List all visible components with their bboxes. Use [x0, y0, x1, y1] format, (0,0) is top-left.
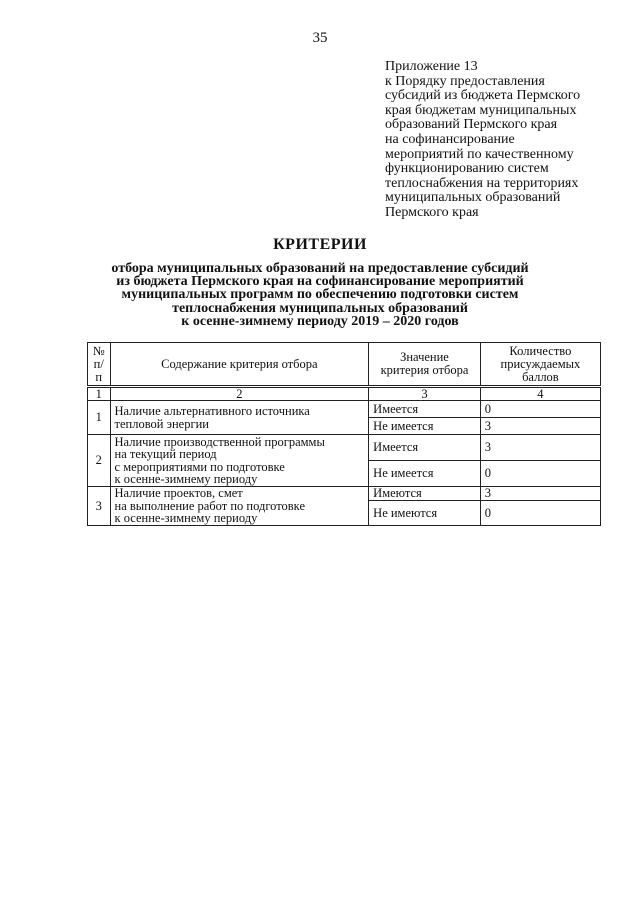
appendix-line: муниципальных образований — [385, 190, 561, 206]
criterion-points: 3 — [480, 435, 600, 461]
criterion-points: 0 — [480, 461, 600, 487]
page-number: 35 — [312, 30, 328, 46]
header-points-line: Количество — [509, 343, 572, 358]
row-num: 3 — [88, 487, 111, 526]
appendix-line: Пермского края — [385, 204, 479, 220]
appendix-line: мероприятий по качественному — [385, 146, 574, 162]
criterion-points: 3 — [480, 487, 600, 501]
table-header-row — [88, 343, 601, 387]
column-number: 1 — [88, 387, 111, 401]
criterion-line: на текущий период — [114, 447, 217, 461]
subtitle-line: теплоснабжения муниципальных образований — [172, 300, 468, 316]
header-points-line: присуждаемых — [500, 356, 581, 371]
appendix-line: к Порядку предоставления — [385, 73, 545, 89]
criterion-value: Не имеется — [369, 418, 481, 435]
appendix-line: функционированию систем — [385, 161, 549, 177]
table-row — [88, 487, 601, 501]
header-num — [88, 343, 111, 387]
header-num-line: № — [92, 343, 105, 358]
appendix-line: Приложение 13 — [385, 59, 478, 74]
criterion-text — [110, 487, 369, 526]
row-num: 2 — [88, 435, 111, 487]
criterion-value: Имеется — [369, 435, 481, 461]
appendix-header — [385, 60, 625, 221]
criterion-value: Имеются — [369, 487, 481, 501]
criterion-line: Наличие проектов, смет — [114, 486, 243, 501]
criteria-table — [87, 342, 601, 526]
criterion-line: тепловой энергии — [114, 416, 209, 431]
header-value-line: критерия отбора — [380, 363, 469, 377]
column-number: 2 — [110, 387, 369, 401]
column-number-row — [88, 387, 601, 401]
criterion-line: Наличие производственной программы — [114, 434, 325, 449]
document-title: КРИТЕРИИ — [273, 236, 367, 253]
table-row — [88, 401, 601, 418]
document-subtitle — [0, 262, 640, 328]
criterion-line: к осенне-зимнему периоду — [114, 511, 258, 526]
header-points — [480, 343, 600, 387]
appendix-line: края бюджетам муниципальных — [385, 102, 577, 118]
criterion-line: на выполнение работ по подготовке — [114, 498, 305, 513]
column-number: 3 — [369, 387, 481, 401]
appendix-line: субсидий из бюджета Пермского — [385, 88, 581, 104]
criterion-points: 3 — [480, 418, 600, 435]
criterion-points: 0 — [480, 401, 600, 418]
header-points-line: баллов — [522, 369, 559, 384]
criterion-line: Наличие альтернативного источника — [114, 404, 310, 418]
subtitle-line: из бюджета Пермского края на софинансирование мероприятий — [116, 274, 524, 290]
criterion-value: Не имеется — [369, 461, 481, 487]
criterion-value: Не имеются — [369, 501, 481, 526]
subtitle-line: к осенне-зимнему периоду 2019 – 2020 годов — [181, 313, 459, 329]
criterion-points: 0 — [480, 501, 600, 526]
header-criterion: Содержание критерия отбора — [110, 343, 369, 387]
column-number: 4 — [480, 387, 600, 401]
subtitle-line: отбора муниципальных образований на предоставление субсидий — [111, 261, 529, 276]
criterion-text — [110, 401, 369, 435]
criterion-text — [110, 435, 369, 487]
criterion-value: Имеется — [369, 401, 481, 418]
appendix-line: теплоснабжения на территориях — [385, 175, 579, 191]
appendix-line: образований Пермского края — [385, 117, 558, 133]
header-value-line: Значение — [400, 350, 449, 364]
header-value — [369, 343, 481, 387]
appendix-line: на софинансирование — [385, 131, 515, 147]
criterion-line: с мероприятиями по подготовке — [114, 459, 285, 474]
criterion-line: к осенне-зимнему периоду — [114, 472, 258, 486]
row-num: 1 — [88, 401, 111, 435]
header-num-line: п/п — [93, 356, 104, 384]
subtitle-line: муниципальных программ по обеспечению подготовки систем — [121, 287, 519, 303]
table-row — [88, 435, 601, 461]
